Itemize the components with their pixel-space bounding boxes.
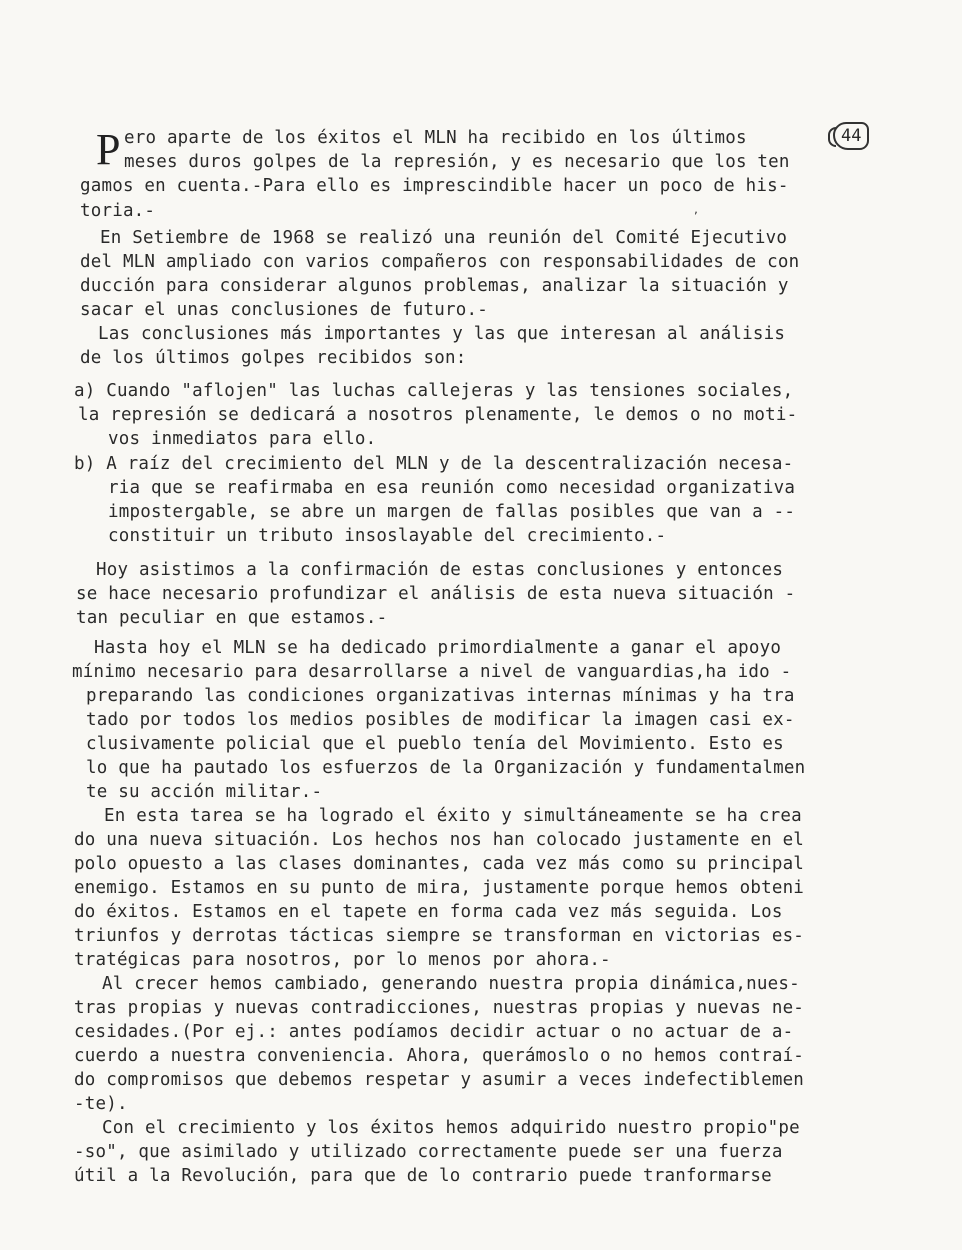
text-line: cuerdo a nuestra conveniencia. Ahora, querámoslo o no hemos contraí- — [74, 1046, 805, 1066]
page-number: 44 — [833, 122, 869, 150]
text-line: -so", que asimilado y utilizado correctamente puede ser una fuerza — [74, 1142, 783, 1162]
text-line: lo que ha pautado los esfuerzos de la Organización y fundamentalmen — [86, 758, 806, 778]
stray-mark: , — [693, 205, 700, 216]
text-line: polo opuesto a las clases dominantes, cada vez más como su principal — [74, 854, 805, 874]
text-line: tan peculiar en que estamos.- — [76, 608, 388, 628]
text-line: vos inmediatos para ello. — [108, 429, 377, 449]
text-line: del MLN ampliado con varios compañeros con responsabilidades de con — [80, 252, 800, 272]
text-line: ria que se reafirmaba en esa reunión como necesidad organizativa — [108, 478, 796, 498]
text-line: tado por todos los medios posibles de modificar la imagen casi ex- — [86, 710, 795, 730]
text-line: b) A raíz del crecimiento del MLN y de la descentralización necesa- — [74, 454, 794, 474]
text-line: toria.- — [80, 201, 156, 221]
text-line: Con el crecimiento y los éxitos hemos adquirido nuestro propio"pe — [102, 1118, 800, 1138]
text-line: meses duros golpes de la represión, y es necesario que los ten — [124, 152, 790, 172]
text-line: En esta tarea se ha logrado el éxito y simultáneamente se ha crea — [104, 806, 802, 826]
text-line: cesidades.(Por ej.: antes podíamos decidir actuar o no actuar de a- — [74, 1022, 794, 1042]
text-line: Las conclusiones más importantes y las que interesan al análisis — [98, 324, 786, 344]
text-line: se hace necesario profundizar el análisis de esta nueva situación - — [76, 584, 796, 604]
text-line: sacar el unas conclusiones de futuro.- — [80, 300, 488, 320]
text-line: la represión se dedicará a nosotros plenamente, le demos o no moti- — [78, 405, 798, 425]
text-line: de los últimos golpes recibidos son: — [80, 348, 467, 368]
text-line: impostergable, se abre un margen de fallas posibles que van a -- — [108, 502, 796, 522]
text-line: útil a la Revolución, para que de lo contrario puede tranformarse — [74, 1166, 772, 1186]
drop-cap: P — [96, 125, 121, 174]
text-line: do una nueva situación. Los hechos nos han colocado justamente en el — [74, 830, 805, 850]
text-line: Hasta hoy el MLN se ha dedicado primordialmente a ganar el apoyo — [94, 638, 782, 658]
text-line: enemigo. Estamos en su punto de mira, justamente porque hemos obteni — [74, 878, 805, 898]
text-line: mínimo necesario para desarrollarse a nivel de vanguardias,ha ido - — [72, 662, 792, 682]
text-line: ducción para considerar algunos problemas, analizar la situación y — [80, 276, 789, 296]
text-line: ero aparte de los éxitos el MLN ha recibido en los últimos — [124, 128, 747, 148]
text-line: preparando las condiciones organizativas internas mínimas y ha tra — [86, 686, 795, 706]
text-line: do éxitos. Estamos en el tapete en forma cada vez más seguida. Los — [74, 902, 783, 922]
text-line: tras propias y nuevas contradicciones, nuestras propias y nuevas ne- — [74, 998, 805, 1018]
text-line: a) Cuando "aflojen" las luchas callejeras y las tensiones sociales, — [74, 381, 794, 401]
text-line: do compromisos que debemos respetar y asumir a veces indefectiblemen — [74, 1070, 805, 1090]
text-line: En Setiembre de 1968 se realizó una reunión del Comité Ejecutivo — [100, 228, 788, 248]
text-line: te su acción militar.- — [86, 782, 323, 802]
text-line: gamos en cuenta.-Para ello es imprescindible hacer un poco de his- — [80, 176, 789, 196]
text-line: tratégicas para nosotros, por lo menos por ahora.- — [74, 950, 611, 970]
text-line: Hoy asistimos a la confirmación de estas conclusiones y entonces — [96, 560, 784, 580]
text-line: clusivamente policial que el pueblo tenía del Movimiento. Esto es — [86, 734, 784, 754]
text-line: Al crecer hemos cambiado, generando nuestra propia dinámica,nues- — [102, 974, 800, 994]
text-line: triunfos y derrotas tácticas siempre se transforman en victorias es- — [74, 926, 805, 946]
text-line: constituir un tributo insoslayable del crecimiento.- — [108, 526, 667, 546]
text-line: -te). — [74, 1094, 128, 1114]
